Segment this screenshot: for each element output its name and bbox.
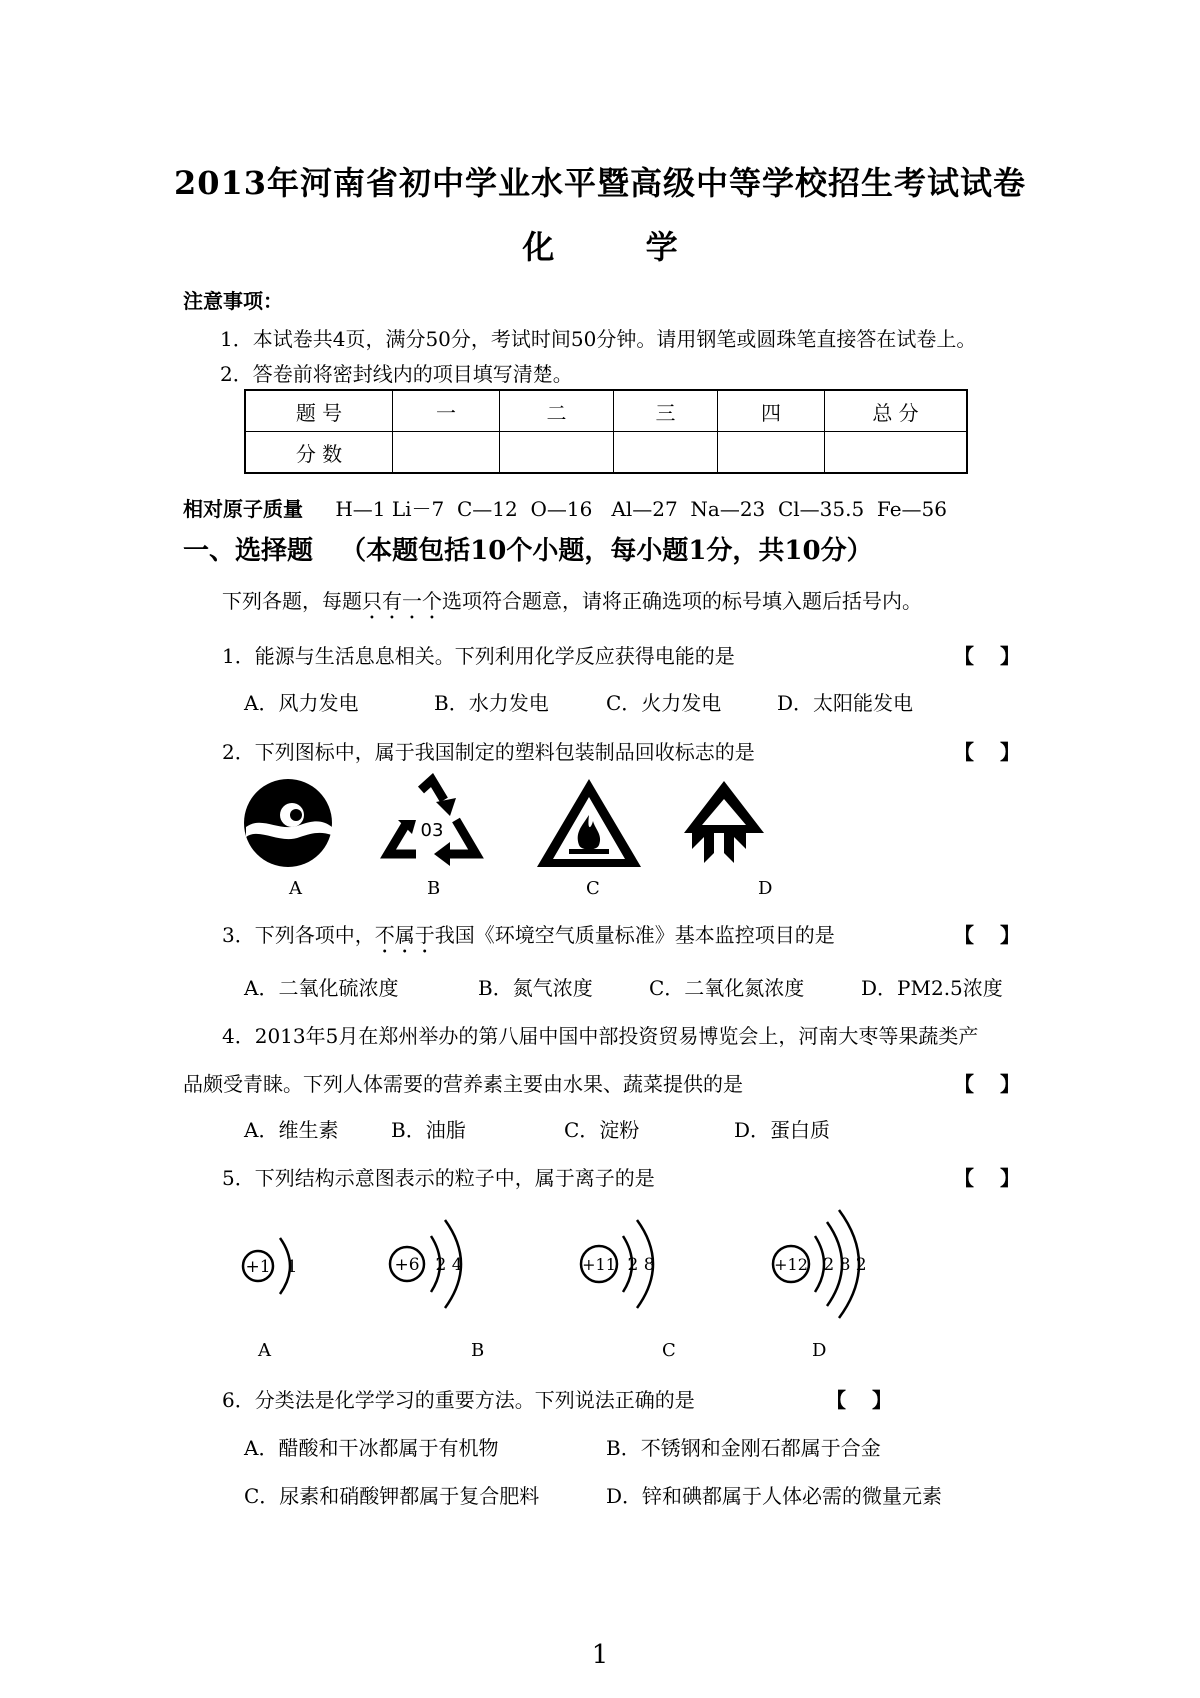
atom-diagram-a [240,1232,306,1300]
atom-c-electrons-text: 2 8 [627,1255,655,1275]
q3-option-c: C．二氧化氮浓度 [649,976,805,1000]
q2-stem: 2．下列图标中，属于我国制定的塑料包装制品回收标志的是 [222,740,755,764]
q2-label-b: B [427,878,441,899]
recycle-arrow-d-icon [676,775,772,871]
q2-label-c: C [586,878,600,899]
instruction-pre: 下列各题，每题 [222,589,362,613]
q6-option-c: C．尿素和硝酸钾都属于复合肥料 [244,1484,540,1508]
q5-label-a: A [258,1340,271,1361]
atom-diagram-b [385,1212,485,1316]
atom-a-electrons-text: 1 [286,1257,298,1277]
score-header-cell: 四 [718,390,825,432]
exam-title: 2013年河南省初中学业水平暨高级中等学校招生考试试卷 [173,164,1027,202]
score-cell[interactable] [718,432,825,474]
q1-option-d: D．太阳能发电 [777,691,914,715]
q6-option-b: B．不锈钢和金刚石都属于合金 [606,1436,881,1460]
atom-d-nucleus-text: +12 [774,1255,808,1274]
q1-option-c: C．火力发电 [606,691,722,715]
atomic-mass-line [183,493,947,522]
score-header-cell: 三 [614,390,718,432]
q3-option-d: D．PM2.5浓度 [861,976,1003,1000]
flammable-warning-c-icon [533,775,645,871]
q3-stem-post: 我国《环境空气质量标准》基本监控项目的是 [434,923,835,947]
q2-label-d: D [758,878,773,899]
score-table-score-row [245,432,967,474]
atomic-mass-values: H—1 Li－7 C—12 O—16 Al—27 Na—23 Cl—35.5 Fe—56 [335,497,947,521]
instruction-post: 选项符合题意，请将正确选项的标号填入题后括号内。 [442,589,922,613]
atom-diagram-c [575,1212,675,1316]
atom-b-electrons-text: 2 4 [435,1255,463,1275]
score-cell[interactable] [614,432,718,474]
score-table-header-row [245,390,967,432]
q5-answer-bracket[interactable]: 【】 [954,1166,1046,1190]
q5-label-b: B [471,1340,485,1361]
q6-option-d: D．锌和碘都属于人体必需的微量元素 [606,1484,943,1508]
q6-option-a: A．醋酸和干冰都属于有机物 [244,1436,499,1460]
q4-option-b: B．油脂 [391,1118,466,1142]
q2-answer-bracket[interactable]: 【】 [954,740,1046,764]
q3-answer-bracket[interactable]: 【】 [954,923,1046,947]
atom-diagram-d [767,1206,897,1322]
atom-d-electrons-text: 2 8 2 [823,1255,867,1275]
instruction-emphasis: 只有一个 [362,589,442,613]
atom-c-nucleus-text: +11 [582,1255,616,1274]
notice-heading: 注意事项： [183,289,283,313]
section-1-instruction [222,585,922,624]
score-cell[interactable] [825,432,968,474]
atom-a-nucleus-text: +1 [245,1257,271,1277]
q3-option-b: B．氮气浓度 [478,976,593,1000]
q4-answer-bracket[interactable]: 【】 [954,1072,1046,1096]
section-1-heading: 一、选择题 （本题包括10个小题，每小题1分，共10分） [183,536,873,566]
q5-stem: 5．下列结构示意图表示的粒子中，属于离子的是 [222,1166,655,1190]
score-cell[interactable] [393,432,500,474]
q2-label-a: A [289,878,302,899]
q1-option-b: B．水力发电 [434,691,549,715]
atom-b-nucleus-text: +6 [394,1255,420,1275]
score-header-cell: 一 [393,390,500,432]
notice-item-1: 1．本试卷共4页，满分50分，考试时间50分钟。请用钢笔或圆珠笔直接答在试卷上。 [220,327,977,351]
page-number: 1 [591,1640,609,1670]
q5-label-d: D [812,1340,827,1361]
q1-answer-bracket[interactable]: 【】 [954,644,1046,668]
q3-stem-emphasis: 不属于 [374,923,435,947]
q4-option-a: A．维生素 [244,1118,339,1142]
q4-option-d: D．蛋白质 [734,1118,831,1142]
recycle-triangle-b-icon [376,772,488,874]
score-cell[interactable] [500,432,614,474]
score-header-cell: 总 分 [825,390,968,432]
q6-stem: 6．分类法是化学学习的重要方法。下列说法正确的是 [222,1388,695,1412]
exam-subject: 化 学 [522,228,718,266]
score-row-label: 分 数 [245,432,393,474]
q3-option-a: A．二氧化硫浓度 [244,976,399,1000]
q3-stem-pre: 3．下列各项中， [222,923,375,947]
recycle-logo-a-icon [240,775,336,871]
q6-answer-bracket[interactable]: 【】 [826,1388,918,1412]
score-table [244,389,968,474]
score-header-cell: 二 [500,390,614,432]
q1-option-a: A．风力发电 [244,691,359,715]
atomic-mass-label: 相对原子质量 [183,497,303,521]
score-header-cell: 题 号 [245,390,393,432]
q1-stem: 1．能源与生活息息相关。下列利用化学反应获得电能的是 [222,644,735,668]
q3-stem [222,919,835,958]
notice-item-2: 2．答卷前将密封线内的项目填写清楚。 [220,362,573,386]
q5-label-c: C [662,1340,676,1361]
q4-stem-line-2: 品颇受青睐。下列人体需要的营养素主要由水果、蔬菜提供的是 [183,1072,743,1096]
q4-stem-line-1: 4．2013年5月在郑州举办的第八届中国中部投资贸易博览会上，河南大枣等果蔬类产 [222,1024,979,1048]
q4-option-c: C．淀粉 [564,1118,640,1142]
recycle-code-text: 03 [420,820,444,841]
